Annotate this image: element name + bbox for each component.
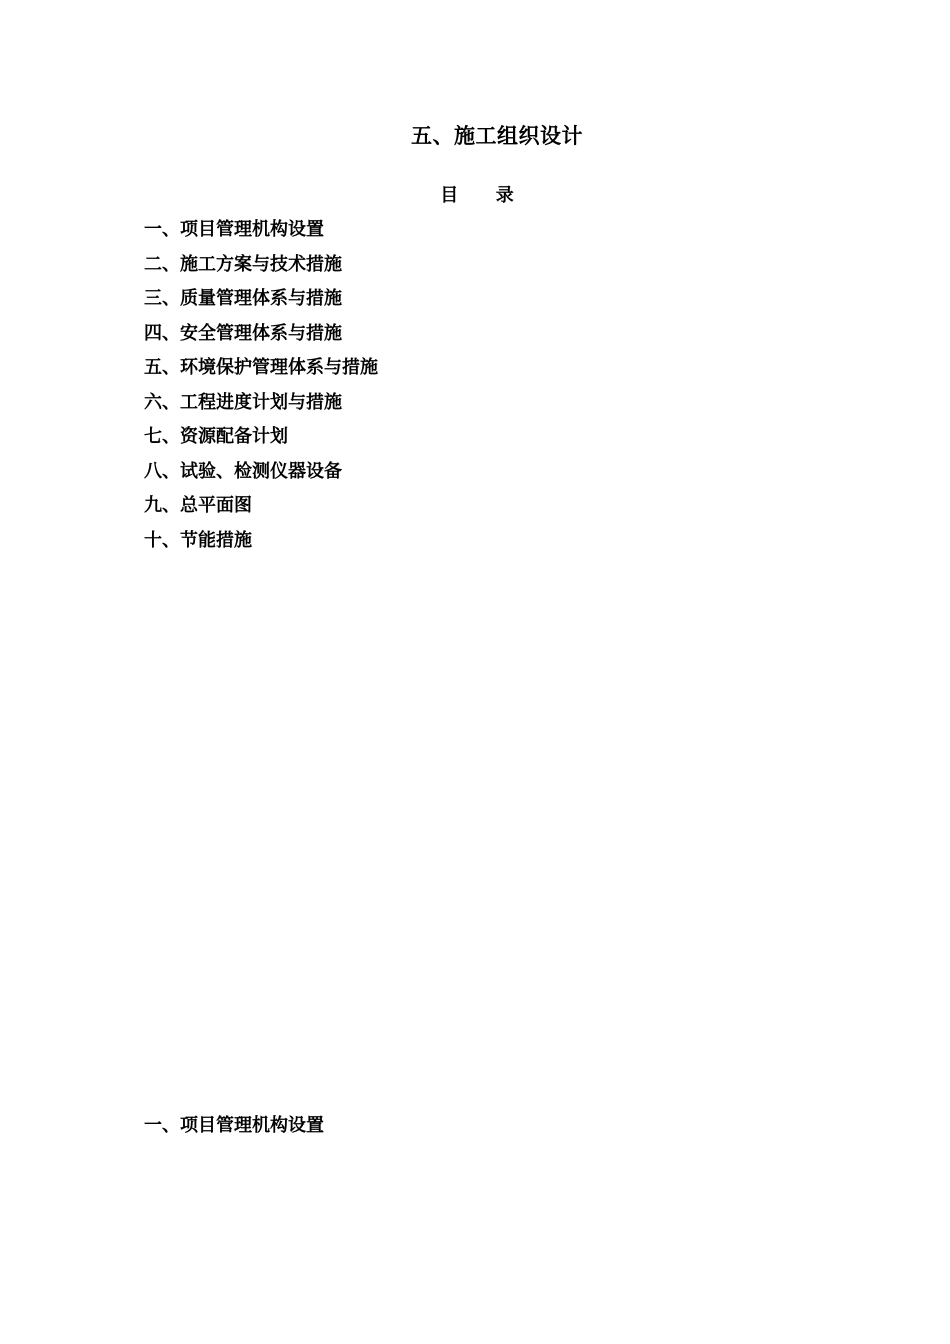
toc-item-10[interactable]: 十、节能措施 bbox=[144, 529, 252, 551]
toc-item-6[interactable]: 六、工程进度计划与措施 bbox=[144, 391, 342, 413]
toc-item-4[interactable]: 四、安全管理体系与措施 bbox=[144, 322, 342, 344]
toc-item-8[interactable]: 八、试验、检测仪器设备 bbox=[144, 460, 342, 482]
toc-item-3[interactable]: 三、质量管理体系与措施 bbox=[144, 288, 342, 309]
section-heading: 一、项目管理机构设置 bbox=[144, 1115, 324, 1136]
document-title: 五、施工组织设计 bbox=[411, 123, 583, 148]
toc-heading: 目 录 bbox=[440, 185, 514, 206]
toc-item-5[interactable]: 五、环境保护管理体系与措施 bbox=[144, 357, 378, 378]
toc-item-9[interactable]: 九、总平面图 bbox=[144, 495, 252, 516]
toc-item-1[interactable]: 一、项目管理机构设置 bbox=[144, 219, 324, 240]
table-of-contents bbox=[144, 218, 378, 563]
toc-item-2[interactable]: 二、施工方案与技术措施 bbox=[144, 253, 342, 275]
toc-item-7[interactable]: 七、资源配备计划 bbox=[144, 426, 288, 447]
